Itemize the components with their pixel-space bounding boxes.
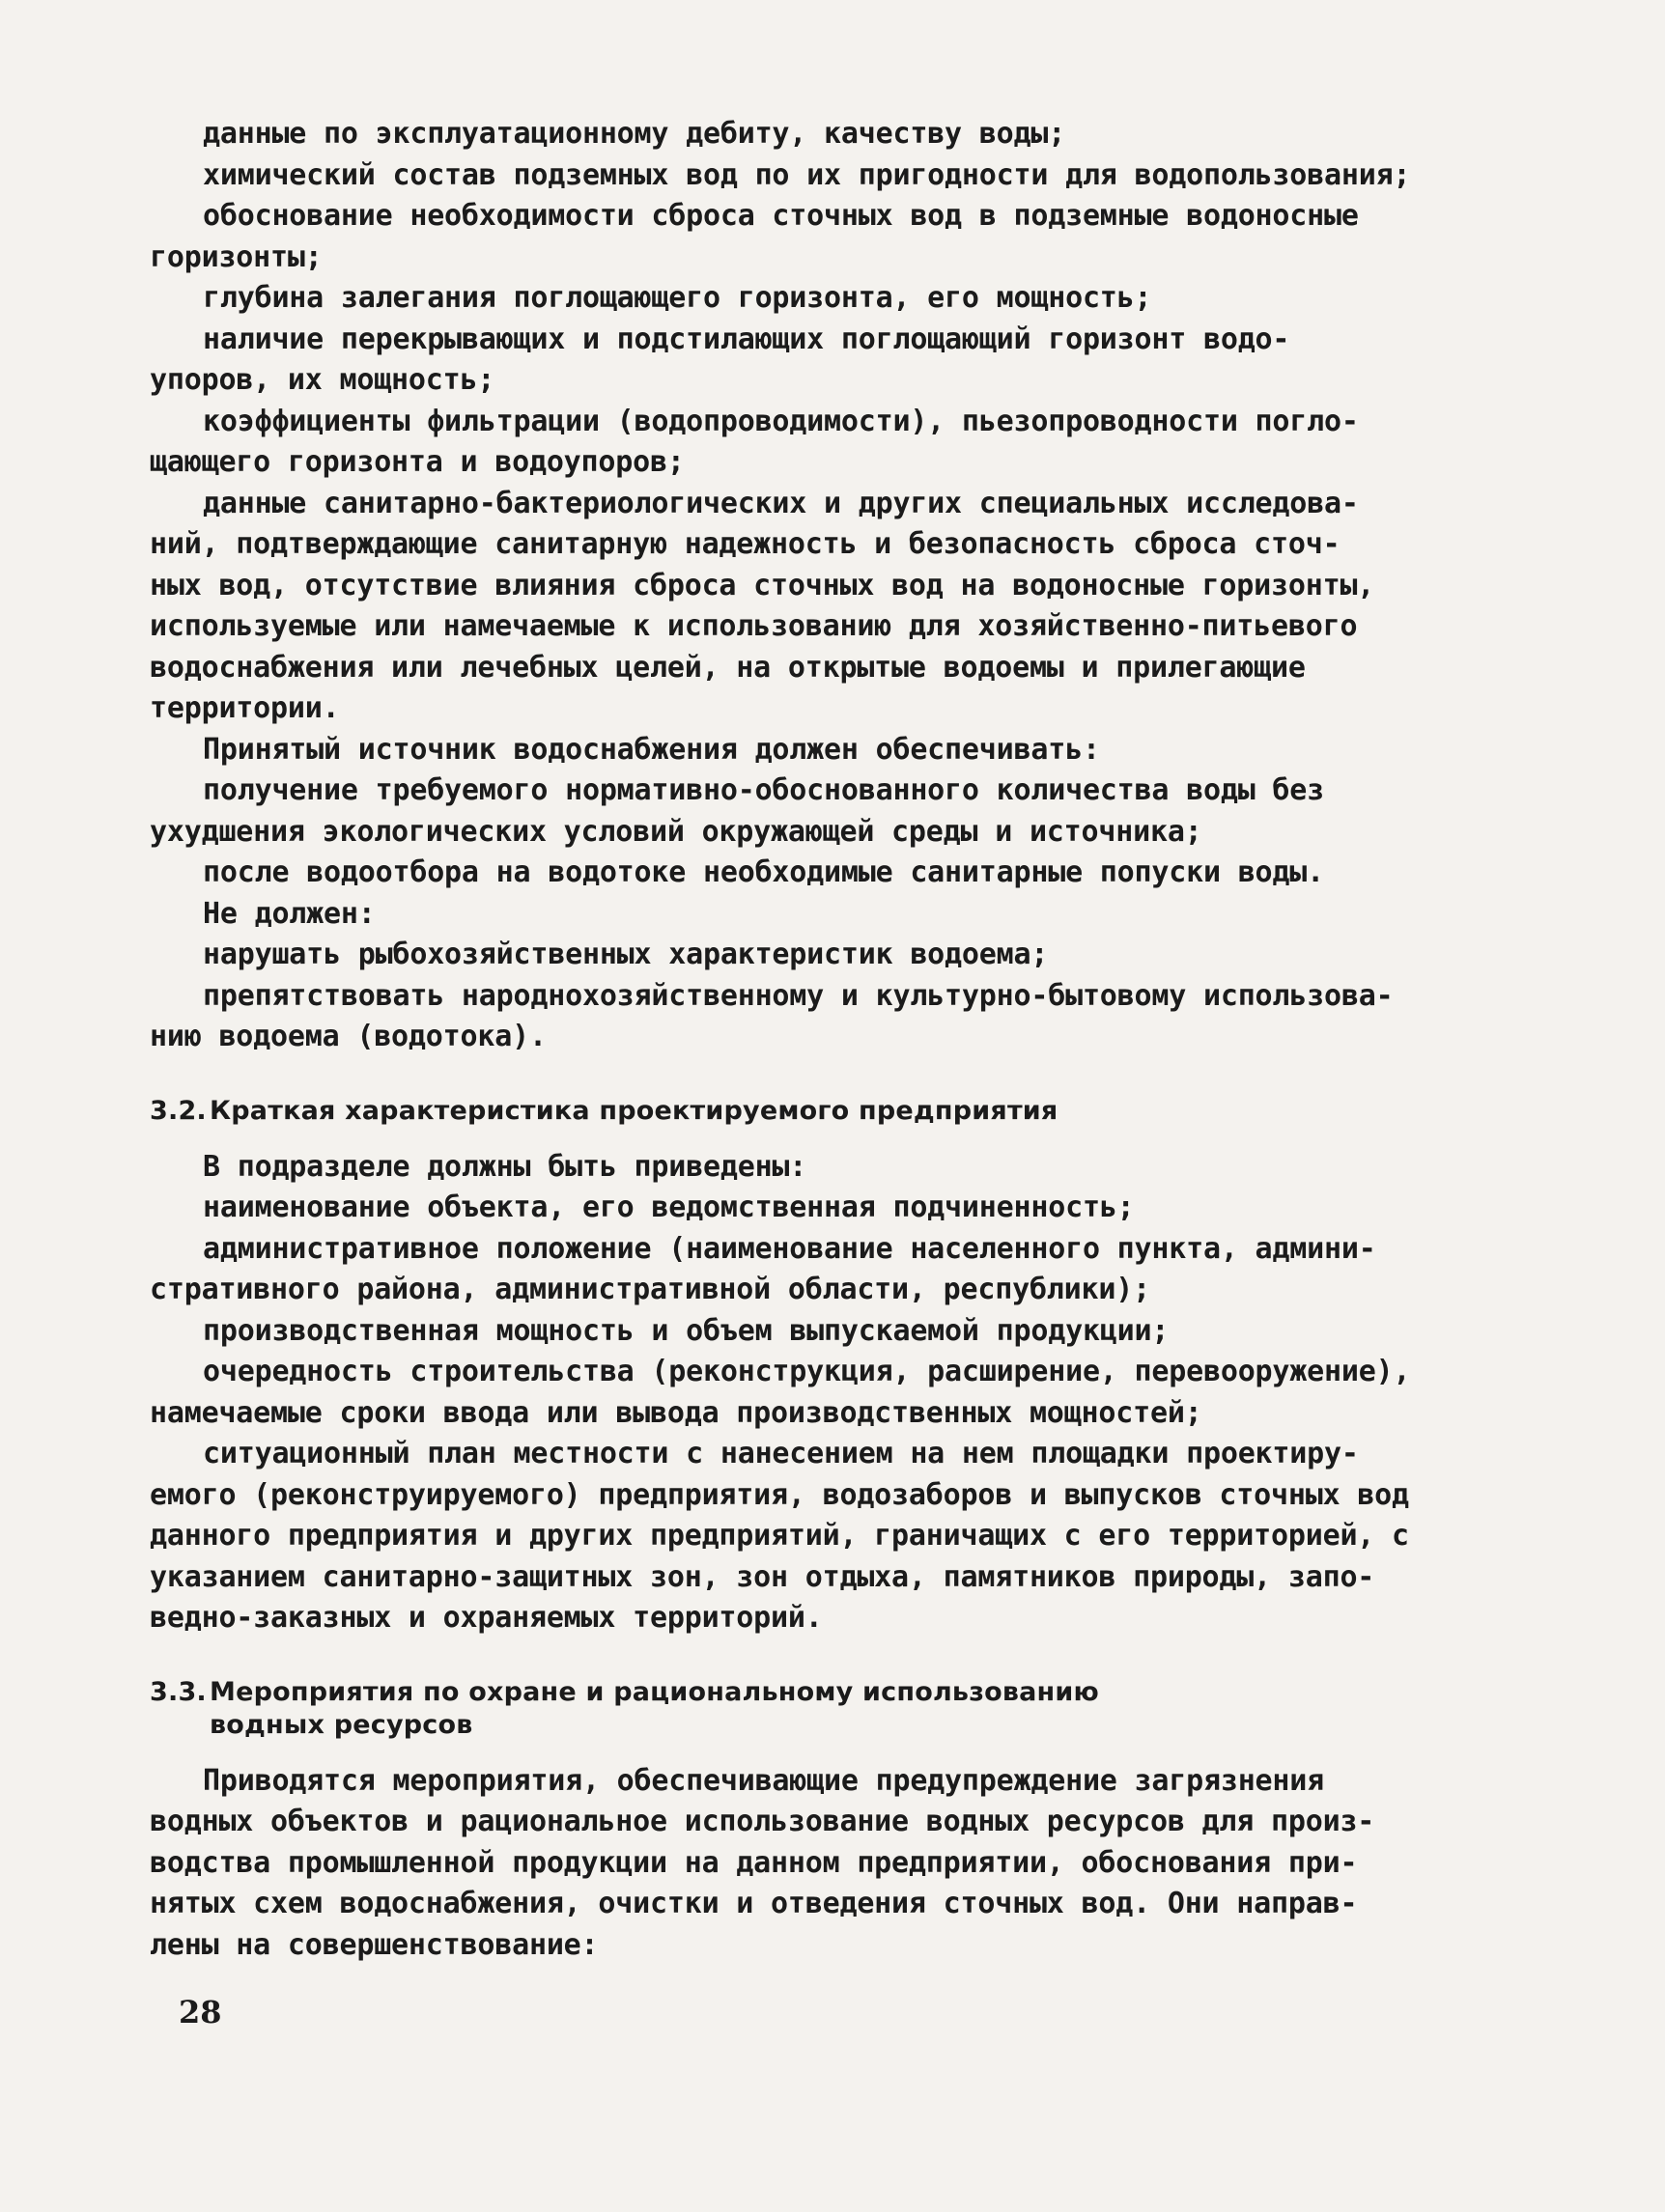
text-line: щающего горизонта и водоупоров;	[150, 445, 685, 479]
section-3-3-body	[150, 1761, 1502, 1967]
text-line: получение требуемого нормативно-обоснованного количества воды без	[203, 773, 1324, 807]
heading-spacer	[150, 1742, 1502, 1761]
section-gap	[150, 1639, 1502, 1676]
text-line: стративного района, административной области, республики);	[150, 1273, 1150, 1306]
section-number: 3.2.	[150, 1095, 207, 1126]
text-line: указанием санитарно-защитных зон, зон отдыха, памятников природы, запо-	[150, 1559, 1375, 1594]
section-number: 3.3.	[150, 1676, 207, 1707]
text-line: используемые или намечаемые к использованию для хозяйственно-питьевого	[150, 609, 1358, 643]
text-line: данные по эксплуатационному дебиту, качеству воды;	[203, 117, 1066, 151]
section-title-continued: водных ресурсов	[210, 1709, 473, 1740]
text-line: Приводятся мероприятия, обеспечивающие предупреждение загрязнения	[203, 1763, 1324, 1798]
text-line: обоснование необходимости сброса сточных вод в подземные водоносные	[203, 199, 1359, 233]
text-line: данного предприятия и других предприятий, граничащих с его территорией, с	[150, 1519, 1409, 1553]
text-line: глубина залегания поглощающего горизонта, его мощность;	[203, 281, 1152, 315]
text-line: данные санитарно-бактериологических и других специальных исследова-	[203, 486, 1359, 520]
section-heading-3-2	[150, 1095, 1502, 1128]
text-line: емого (реконструируемого) предприятия, водозаборов и выпусков сточных вод	[150, 1477, 1409, 1512]
text-line: лены на совершенствование:	[150, 1927, 599, 1962]
text-line: водства промышленной продукции на данном предприятии, обоснования при-	[150, 1845, 1358, 1880]
text-line: очередность строительства (реконструкция, расширение, перевооружение),	[203, 1355, 1411, 1388]
text-line: наличие перекрывающих и подстилающих поглощающий горизонт водо-	[203, 322, 1290, 356]
page-number: 28	[179, 1994, 222, 2030]
text-line: ведно-заказных и охраняемых территорий.	[150, 1601, 823, 1635]
text-line: административное положение (наименование населенного пункта, админи-	[203, 1231, 1376, 1266]
text-line: нию водоема (водотока).	[150, 1020, 547, 1053]
text-line: наименование объекта, его ведомственная подчиненность;	[203, 1190, 1135, 1224]
text-line: намечаемые сроки ввода или вывода производственных мощностей;	[150, 1395, 1202, 1430]
section-title: Мероприятия по охране и рациональному использованию	[210, 1676, 1099, 1707]
text-line: нятых схем водоснабжения, очистки и отведения сточных вод. Они направ-	[150, 1887, 1358, 1920]
text-line: водных объектов и рациональное использование водных ресурсов для произ-	[150, 1805, 1375, 1838]
text-line: В подразделе должны быть приведены:	[203, 1149, 807, 1184]
text-line: ухудшения экологических условий окружающей среды и источника;	[150, 814, 1202, 849]
text-line: препятствовать народнохозяйственному и культурно-бытовому использова-	[203, 978, 1394, 1013]
section-3-2-body	[150, 1147, 1502, 1639]
text-line: упоров, их мощность;	[150, 363, 495, 397]
text-line: нарушать рыбохозяйственных характеристик водоема;	[203, 938, 1049, 971]
text-line: ных вод, отсутствие влияния сброса сточных вод на водоносные горизонты,	[150, 568, 1375, 602]
text-line: ний, подтверждающие санитарную надежность и безопасность сброса сточ-	[150, 527, 1340, 561]
page-content	[150, 114, 1502, 1966]
text-line: Принятый источник водоснабжения должен обеспечивать:	[203, 732, 1100, 767]
section-title: Краткая характеристика проектируемого предприятия	[210, 1095, 1058, 1126]
heading-spacer	[150, 1128, 1502, 1147]
text-line: водоснабжения или лечебных целей, на открытые водоемы и прилегающие	[150, 650, 1306, 685]
text-line: горизонты;	[150, 239, 323, 274]
text-line: производственная мощность и объем выпускаемой продукции;	[203, 1313, 1170, 1348]
text-line: химический состав подземных вод по их пригодности для водопользования;	[203, 157, 1411, 192]
text-line: ситуационный план местности с нанесением на нем площадки проектиру-	[203, 1437, 1359, 1470]
text-line: Не должен:	[203, 896, 376, 931]
text-line: коэффициенты фильтрации (водопроводимости), пьезопроводности погло-	[203, 404, 1359, 438]
section-heading-3-3	[150, 1676, 1502, 1709]
text-line: территории.	[150, 691, 340, 725]
section-gap	[150, 1058, 1502, 1095]
text-line: после водоотбора на водотоке необходимые санитарные попуски воды.	[203, 855, 1324, 889]
requirements-list	[150, 114, 1502, 1058]
